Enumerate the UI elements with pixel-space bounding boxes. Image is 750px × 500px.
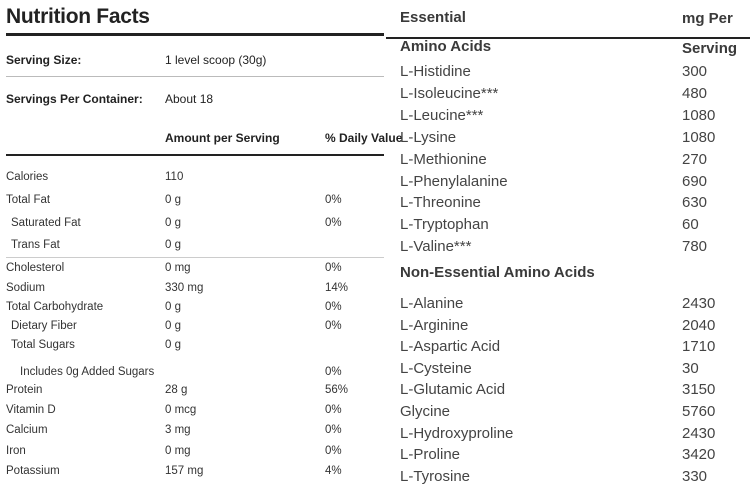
nutrient-name: Saturated Fat xyxy=(11,217,81,229)
nutrient-daily-value: 0% xyxy=(325,262,342,274)
amino-acid-name: L-Threonine xyxy=(400,194,481,212)
nutrient-row xyxy=(6,366,384,384)
mg-per-header: mg Per xyxy=(682,10,733,27)
essential-header: Essential xyxy=(400,9,466,26)
nutrient-amount: 110 xyxy=(165,171,184,183)
amino-acid-row xyxy=(400,129,740,149)
amino-acid-row xyxy=(400,317,740,337)
servings-per-container-value: About 18 xyxy=(165,92,214,106)
nutrient-daily-value: 56% xyxy=(325,384,349,396)
amount-per-serving-header: Amount per Serving xyxy=(165,131,280,145)
nutrient-name: Total Carbohydrate xyxy=(6,301,104,313)
nutrient-name: Includes 0g Added Sugars xyxy=(20,366,155,378)
nutrient-daily-value: 0% xyxy=(325,217,342,229)
nutrient-row xyxy=(6,171,384,189)
serving-divider xyxy=(6,76,384,77)
nutrient-name: Trans Fat xyxy=(11,239,60,251)
amino-acid-name: L-Histidine xyxy=(400,63,471,80)
amino-acid-row xyxy=(400,107,740,127)
amino-acid-mg: 60 xyxy=(682,216,699,234)
amino-acid-row xyxy=(400,63,740,83)
amino-acid-name: L-Valine*** xyxy=(400,238,472,256)
nutrient-row xyxy=(6,282,384,300)
nutrient-row xyxy=(6,194,384,212)
nutrient-amount: 0 g xyxy=(165,239,181,251)
nutrient-amount: 0 mg xyxy=(165,445,191,457)
amino-acid-panel xyxy=(386,0,750,500)
nutrient-name: Vitamin D xyxy=(6,404,56,416)
nutrient-name: Iron xyxy=(6,445,26,457)
amino-acid-name: L-Tryptophan xyxy=(400,216,489,234)
amino-acid-mg: 690 xyxy=(682,172,708,190)
nutrient-amount: 3 mg xyxy=(165,424,191,436)
amino-acid-name: L-Lysine xyxy=(400,128,457,146)
amino-acid-mg: 1710 xyxy=(682,338,716,356)
nutrient-row xyxy=(6,465,384,483)
nutrient-amount: 0 mg xyxy=(165,262,191,274)
nutrient-daily-value: 0% xyxy=(325,301,342,313)
amino-acid-name: L-Hydroxyproline xyxy=(400,424,514,442)
nutrient-amount: 0 g xyxy=(165,320,181,332)
amino-acid-row xyxy=(400,194,740,214)
amino-acid-row xyxy=(400,338,740,358)
header-rule xyxy=(6,154,384,156)
nutrient-row xyxy=(6,320,384,338)
nutrient-name: Potassium xyxy=(6,465,60,477)
amino-acid-mg: 1080 xyxy=(682,128,716,146)
nutrient-amount: 0 g xyxy=(165,194,181,206)
nutrient-daily-value: 0% xyxy=(325,445,342,457)
amino-acid-mg: 330 xyxy=(682,467,708,485)
amino-acid-mg: 30 xyxy=(682,359,699,377)
nutrient-name: Protein xyxy=(6,384,43,396)
amino-acid-row xyxy=(400,360,740,380)
nutrient-row xyxy=(6,262,384,280)
amino-acid-name: L-Glutamic Acid xyxy=(400,381,506,399)
amino-acid-name: L-Alanine xyxy=(400,295,464,312)
nutrient-row xyxy=(6,384,384,402)
amino-acid-name: L-Methionine xyxy=(400,150,487,168)
nutrient-daily-value: 0% xyxy=(325,366,342,378)
nutrient-amount: 0 g xyxy=(165,217,181,229)
nutrient-daily-value: 4% xyxy=(325,465,342,477)
servings-per-container-label: Servings Per Container: xyxy=(6,92,143,106)
amino-acid-mg: 480 xyxy=(682,84,708,102)
amino-acid-name: L-Phenylalanine xyxy=(400,172,508,190)
serving-size-label: Serving Size: xyxy=(6,53,82,67)
amino-acid-mg: 2430 xyxy=(682,295,716,312)
nutrient-row xyxy=(6,424,384,442)
nutrient-daily-value: 0% xyxy=(325,424,342,436)
amino-acids-header: Amino Acids xyxy=(400,38,492,55)
amino-acid-name: L-Arginine xyxy=(400,316,469,334)
amino-acid-row xyxy=(400,446,740,466)
amino-acid-row xyxy=(400,468,740,488)
amino-acid-name: L-Proline xyxy=(400,446,461,464)
amino-acid-mg: 270 xyxy=(682,150,708,168)
nutrient-row xyxy=(6,404,384,422)
amino-acid-mg: 2040 xyxy=(682,316,716,334)
amino-acid-row xyxy=(400,173,740,193)
nutrient-row xyxy=(6,339,384,357)
nutrient-amount: 0 mcg xyxy=(165,404,197,416)
serving-header: Serving xyxy=(682,40,738,57)
serving-size-value: 1 level scoop (30g) xyxy=(165,53,267,67)
section-divider xyxy=(6,257,384,258)
nutrient-row xyxy=(6,239,384,257)
amino-acid-mg: 2430 xyxy=(682,424,716,442)
nutrient-row xyxy=(6,301,384,319)
amino-acid-row xyxy=(400,295,740,315)
nutrient-name: Calcium xyxy=(6,424,48,436)
amino-acid-row xyxy=(400,238,740,258)
amino-acid-row xyxy=(400,151,740,171)
amino-acid-name: L-Isoleucine*** xyxy=(400,84,499,102)
nutrient-name: Dietary Fiber xyxy=(11,320,77,332)
nutrient-name: Cholesterol xyxy=(6,262,65,274)
amino-acid-row xyxy=(400,85,740,105)
nutrient-amount: 0 g xyxy=(165,339,181,351)
nutrient-daily-value: 0% xyxy=(325,404,342,416)
amino-acid-name: L-Leucine*** xyxy=(400,106,484,124)
nutrient-daily-value: 14% xyxy=(325,282,349,294)
amino-acid-row xyxy=(400,403,740,423)
nutrient-name: Sodium xyxy=(6,282,45,294)
title-rule xyxy=(6,33,384,36)
nutrient-amount: 330 mg xyxy=(165,282,204,294)
nutrient-row xyxy=(6,217,384,235)
amino-acid-name: Glycine xyxy=(400,403,451,420)
daily-value-header: % Daily Value xyxy=(325,131,403,145)
amino-acid-name: L-Cysteine xyxy=(400,359,472,377)
nutrient-amount: 0 g xyxy=(165,301,181,313)
nutrient-daily-value: 0% xyxy=(325,320,342,332)
amino-acid-mg: 1080 xyxy=(682,106,716,124)
amino-acid-mg: 3150 xyxy=(682,381,716,399)
nutrient-name: Total Sugars xyxy=(11,339,75,351)
nutrient-name: Calories xyxy=(6,171,49,183)
amino-acid-row xyxy=(400,425,740,445)
amino-acid-row xyxy=(400,216,740,236)
nutrition-title: Nutrition Facts xyxy=(6,5,150,28)
nutrient-daily-value: 0% xyxy=(325,194,342,206)
amino-acid-mg: 300 xyxy=(682,63,708,80)
amino-acid-name: L-Tyrosine xyxy=(400,467,471,485)
amino-acid-name: L-Aspartic Acid xyxy=(400,338,501,356)
amino-acid-mg: 780 xyxy=(682,238,708,256)
nutrient-name: Total Fat xyxy=(6,194,51,206)
nutrient-row xyxy=(6,445,384,463)
nutrient-amount: 28 g xyxy=(165,384,188,396)
amino-acid-mg: 3420 xyxy=(682,446,716,464)
amino-acid-mg: 5760 xyxy=(682,403,716,420)
non-essential-header: Non-Essential Amino Acids xyxy=(400,264,595,281)
amino-acid-mg: 630 xyxy=(682,194,708,212)
nutrient-amount: 157 mg xyxy=(165,465,204,477)
amino-acid-row xyxy=(400,381,740,401)
